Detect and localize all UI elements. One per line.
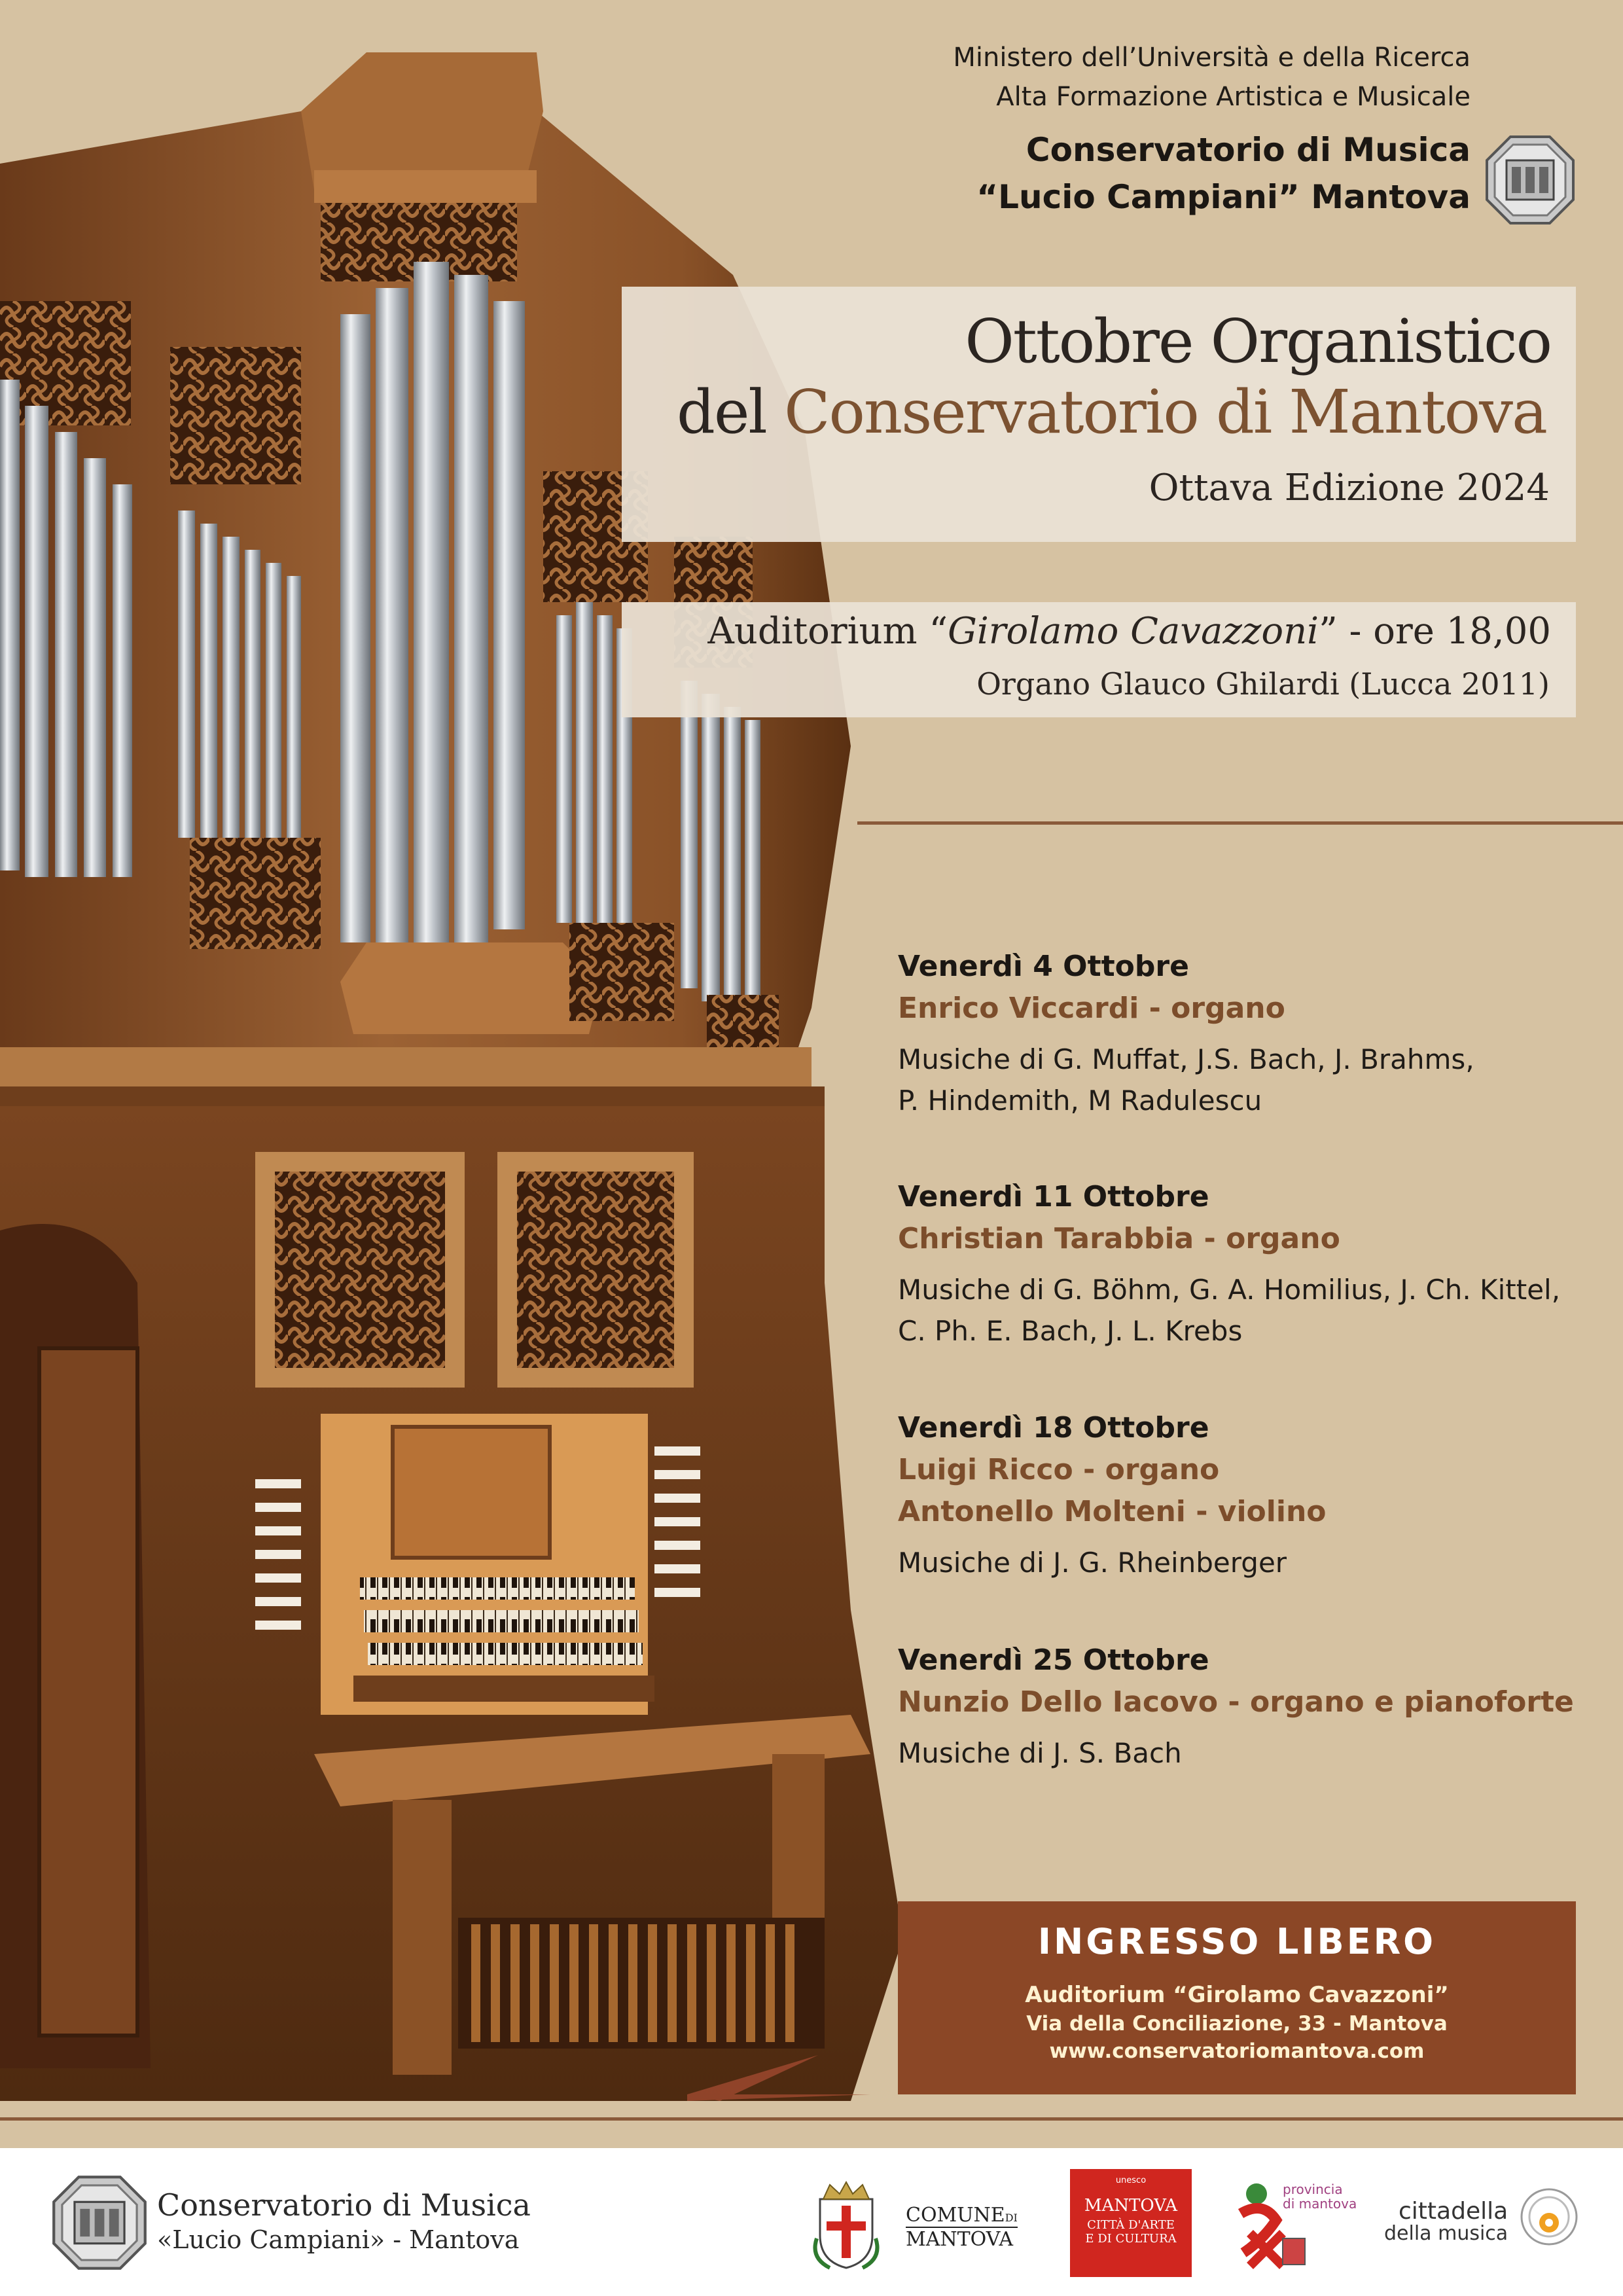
- music-line: Musiche di G. Böhm, G. A. Homilius, J. Ch. Kittel,: [898, 1274, 1561, 1306]
- provincia-label: provincia di mantova: [1283, 2181, 1357, 2212]
- cittadella-logo-icon: [1518, 2186, 1580, 2248]
- event-date: Venerdì 18 Ottobre: [898, 1411, 1209, 1444]
- venue-pre: Auditorium “: [707, 610, 948, 653]
- comune-coat-of-arms-icon: [810, 2179, 882, 2271]
- organ-builder: Organo Glauco Ghilardi (Lucca 2011): [976, 666, 1550, 702]
- event-music: [898, 1269, 1592, 1352]
- divider-bottom: [0, 2117, 1623, 2121]
- event-performer: Luigi Ricco - organo: [898, 1453, 1220, 1486]
- divider-top: [857, 821, 1623, 825]
- afam-line: Alta Formazione Artistica e Musicale: [996, 82, 1471, 112]
- mantova-title: MANTOVA: [1084, 2196, 1178, 2215]
- unesco-word: unesco: [1115, 2176, 1147, 2185]
- free-entry-address: Via della Conciliazione, 33 - Mantova: [1026, 2012, 1448, 2036]
- event-performer: Enrico Viccardi - organo: [898, 992, 1285, 1025]
- event-2: [898, 1176, 1592, 1352]
- event-music: [898, 1542, 1592, 1583]
- venue-post: ” - ore 18,00: [1319, 610, 1551, 653]
- footer-cons-name: Conservatorio di Musica: [157, 2187, 531, 2223]
- conservatorio-crest-icon: [1484, 134, 1576, 226]
- ministry-line: Ministero dell’Università e della Ricerca: [953, 43, 1471, 73]
- mantova-sub2: E DI CULTURA: [1085, 2232, 1177, 2246]
- event-3: [898, 1407, 1592, 1583]
- cittadella-label: cittadella della musica: [1384, 2198, 1508, 2245]
- comune-label: COMUNEDI MANTOVA: [906, 2204, 1018, 2251]
- festival-title: Ottobre Organistico: [965, 306, 1551, 376]
- event-music: [898, 1039, 1592, 1121]
- music-line: Musiche di G. Muffat, J.S. Bach, J. Brahms,: [898, 1043, 1474, 1075]
- venue-panel: [622, 602, 1576, 717]
- mantova-sub1: CITTÀ D'ARTE: [1087, 2218, 1175, 2232]
- free-entry-box: [898, 1901, 1576, 2094]
- free-entry-title: INGRESSO LIBERO: [1037, 1921, 1436, 1962]
- footer-cons-city: «Lucio Campiani» - Mantova: [157, 2225, 520, 2254]
- event-performer: Christian Tarabbia - organo: [898, 1222, 1340, 1255]
- conservatorio-crest-icon: [51, 2174, 148, 2271]
- free-entry-website[interactable]: www.conservatoriomantova.com: [1049, 2039, 1425, 2063]
- venue-time: [707, 610, 1551, 653]
- event-4: [898, 1640, 1592, 1774]
- event-1: [898, 946, 1592, 1121]
- music-line: Musiche di J. S. Bach: [898, 1737, 1182, 1769]
- venue-name: Girolamo Cavazzoni: [948, 610, 1319, 653]
- event-date: Venerdì 25 Ottobre: [898, 1643, 1209, 1677]
- sponsor-footer: [0, 2148, 1623, 2296]
- edition: Ottava Edizione 2024: [1149, 467, 1550, 509]
- conservatorio-name: Conservatorio di Musica: [1026, 131, 1471, 169]
- free-entry-place: Auditorium “Girolamo Cavazzoni”: [1025, 1982, 1449, 2008]
- event-date: Venerdì 4 Ottobre: [898, 950, 1189, 983]
- subtitle-prefix: del: [677, 377, 785, 447]
- event-performer: Nunzio Dello Iacovo - organo e pianoforte: [898, 1685, 1574, 1719]
- event-date: Venerdì 11 Ottobre: [898, 1180, 1209, 1213]
- conservatorio-city: “Lucio Campiani” Mantova: [976, 178, 1471, 216]
- music-line: P. Hindemith, M Radulescu: [898, 1085, 1262, 1117]
- subtitle-accent: Conservatorio di Mantova: [784, 377, 1546, 447]
- music-line: Musiche di J. G. Rheinberger: [898, 1547, 1287, 1579]
- event-music: [898, 1732, 1592, 1774]
- music-line: C. Ph. E. Bach, J. L. Krebs: [898, 1315, 1243, 1347]
- comune-line1: COMUNEDI: [906, 2204, 1018, 2227]
- title-panel: [622, 287, 1576, 542]
- festival-subtitle: [677, 377, 1546, 447]
- mantova-citta-arte-logo: [1070, 2169, 1192, 2277]
- event-performer: Antonello Molteni - violino: [898, 1495, 1327, 1528]
